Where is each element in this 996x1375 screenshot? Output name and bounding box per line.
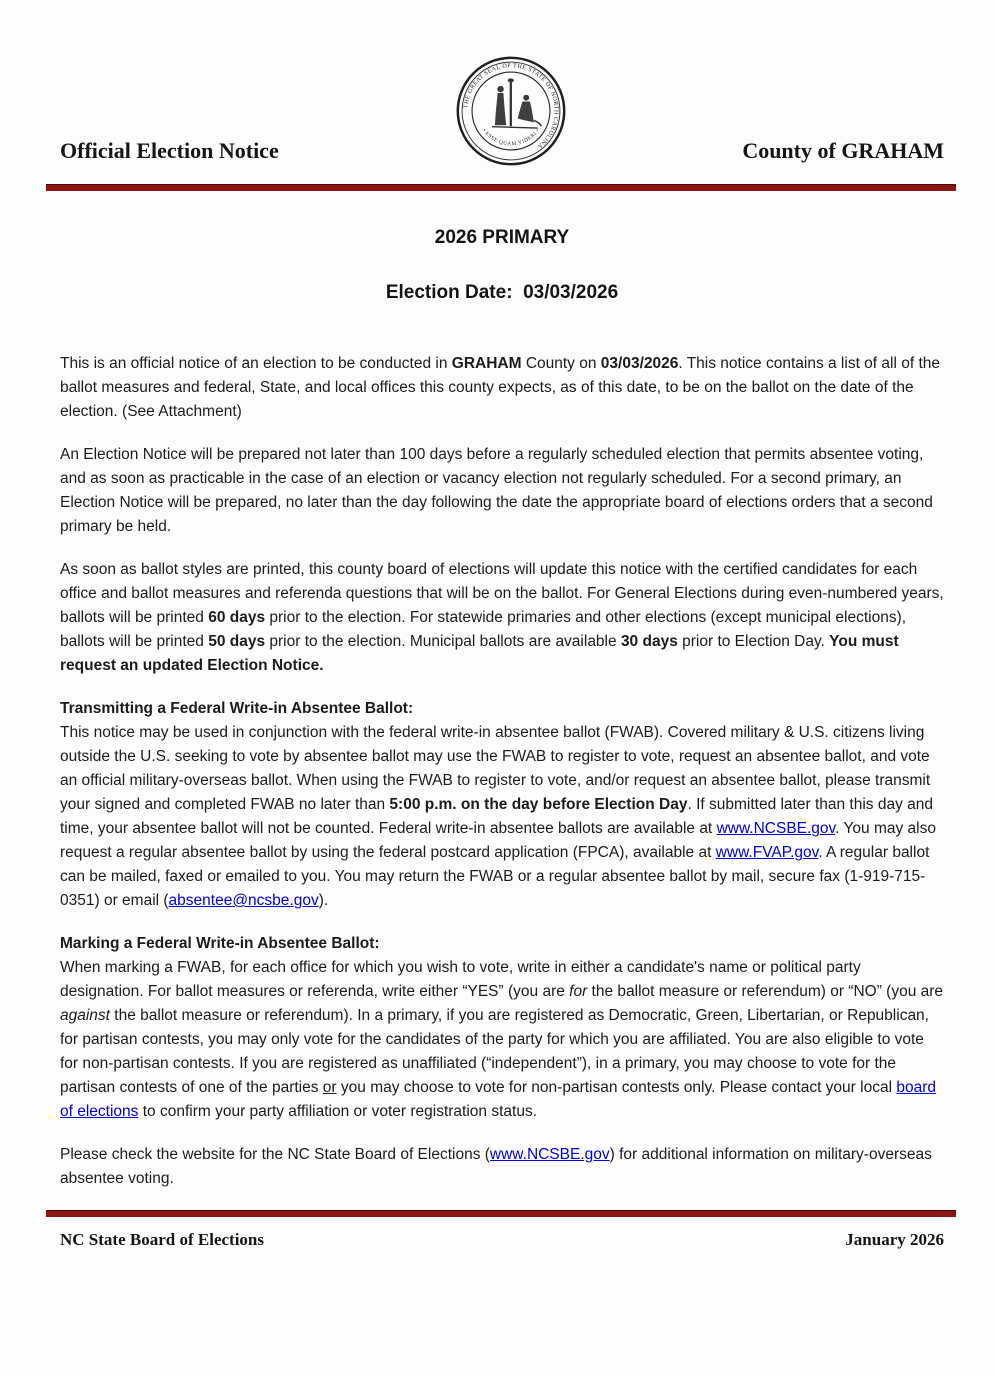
transmitting-paragraph: [60, 721, 944, 913]
text-segment: . A regular ballot can be mailed, faxed or emailed to you. You may return the FWAB or a regular absentee ballot by mail, secure fax (1-919-715-0351) or email (: [60, 844, 930, 909]
footer-right-text: January 2026: [845, 1230, 944, 1249]
fvap-link[interactable]: www.FVAP.gov: [715, 844, 819, 861]
marking-heading: Marking a Federal Write-in Absentee Ballot:: [60, 935, 380, 952]
marking-section: [60, 932, 944, 1124]
transmitting-section: [60, 697, 944, 913]
text-segment: County on: [521, 355, 601, 372]
top-divider: [46, 184, 956, 191]
marking-paragraph: [60, 956, 944, 1124]
printing-paragraph: [60, 558, 944, 678]
text-segment: against: [60, 1007, 110, 1024]
text-segment: you may choose to vote for non-partisan contests only. Please contact your local: [336, 1079, 897, 1096]
text-segment: This is an official notice of an election to be conducted in: [60, 355, 452, 372]
intro-paragraph: [60, 352, 944, 424]
text-segment: or: [322, 1079, 337, 1096]
website-paragraph: [60, 1143, 944, 1191]
text-segment: 03/03/2026: [600, 355, 679, 372]
text-segment: 60 days: [208, 609, 266, 626]
text-segment: 5:00 p.m. on the day before Election Day: [389, 796, 688, 813]
text-segment: for: [569, 983, 588, 1000]
text-segment: An Election Notice will be prepared not later than 100 days before a regularly scheduled election that permits absentee voting, and as soon as practicable in the case of an election or vacancy election not regularly scheduled. For a second primary, an Election Notice will be prepared, no later than the day following the date the appropriate board of elections orders that a second primary be held.: [60, 446, 933, 535]
text-segment: 30 days: [620, 633, 678, 650]
preparation-paragraph: [60, 443, 944, 539]
footer: [60, 1230, 944, 1250]
text-segment: When marking a FWAB, for each office for which you wish to vote, write in either a candidate's name or political party designation. For ballot measures or referenda, write either “YES” (you are: [60, 959, 861, 1000]
transmitting-heading: Transmitting a Federal Write-in Absentee Ballot:: [60, 700, 414, 717]
text-segment: the ballot measure or referendum) or “NO” (you are: [587, 983, 944, 1000]
bottom-divider: [46, 1210, 956, 1217]
text-segment: . If submitted later than this day and time, your absentee ballot will not be counted. Federal write-in absentee ballots are available at: [60, 796, 934, 837]
text-segment: GRAHAM: [451, 355, 522, 372]
nc-state-seal-icon: [454, 54, 568, 168]
text-segment: to confirm your party affiliation or voter registration status.: [138, 1103, 538, 1120]
text-segment: 50 days: [208, 633, 266, 650]
text-segment: ) for additional information on military-overseas absentee voting.: [60, 1146, 932, 1187]
header-right-title: County of GRAHAM: [742, 138, 944, 163]
text-segment: . This notice contains a list of all of the ballot measures and federal, State, and local offices this county expects, as of this date, to be on the ballot on the date of the election. (See Attachment): [60, 355, 941, 420]
text-segment: prior to the election. For statewide primaries and other elections (except municipal elections), ballots will be printed: [60, 609, 907, 650]
text-segment: ).: [318, 892, 329, 909]
absentee-email-link[interactable]: absentee@ncsbe.gov: [168, 892, 319, 909]
header-left-title: Official Election Notice: [60, 138, 279, 163]
board-of-elections-link[interactable]: board of elections: [60, 1079, 936, 1120]
seal-arc-text: THE GREAT SEAL OF THE STATE OF NORTH CAROLINA: [462, 63, 559, 150]
text-segment: prior to the election. Municipal ballots are available: [265, 633, 621, 650]
header: [60, 0, 944, 168]
election-date-line: Election Date: 03/03/2026: [385, 282, 619, 303]
text-segment: As soon as ballot styles are printed, this county board of elections will update this notice with the certified candidates for each office and ballot measures and referenda questions that will be on the ballot. For General Elections during even-numbered years, ballots will be printed: [60, 561, 944, 626]
seal-motto-text: • ESSE QUAM VIDERI •: [480, 127, 541, 148]
ncsbe-footer-link[interactable]: www.NCSBE.gov: [489, 1146, 610, 1163]
text-segment: . You may also request a regular absentee ballot by using the federal postcard application (FPCA), available at: [60, 820, 936, 861]
text-segment: This notice may be used in conjunction with the federal write-in absentee ballot (FWAB). Covered military & U.S. citizens living outside the U.S. seeking to vote by absentee ballot may use the FWAB to register to vote, request an absentee ballot, and vote an official military-overseas ballot. When using the FWAB to register to vote, and/or request an absentee ballot, please transmit your signed and completed FWAB no later than: [60, 724, 931, 813]
text-segment: You must request an updated Election Notice.: [60, 633, 899, 674]
text-segment: the ballot measure or referendum). In a primary, if you are registered as Democratic, Green, Libertarian, or Republican, for partisan contests, you may only vote for the candidates of the party for which you are affiliated. You are also eligible to vote for non-partisan contests. If you are registered as unaffiliated (“independent”), in a primary, you may choose to vote for the partisan contests of one of the parties: [60, 1007, 929, 1096]
text-segment: prior to Election Day.: [677, 633, 830, 650]
footer-left-text: NC State Board of Elections: [60, 1230, 264, 1249]
ncsbe-link[interactable]: www.NCSBE.gov: [716, 820, 836, 837]
document-title: 2026 PRIMARY: [434, 227, 570, 248]
text-segment: Please check the website for the NC State Board of Elections (: [60, 1146, 490, 1163]
document-body: [60, 352, 944, 1191]
